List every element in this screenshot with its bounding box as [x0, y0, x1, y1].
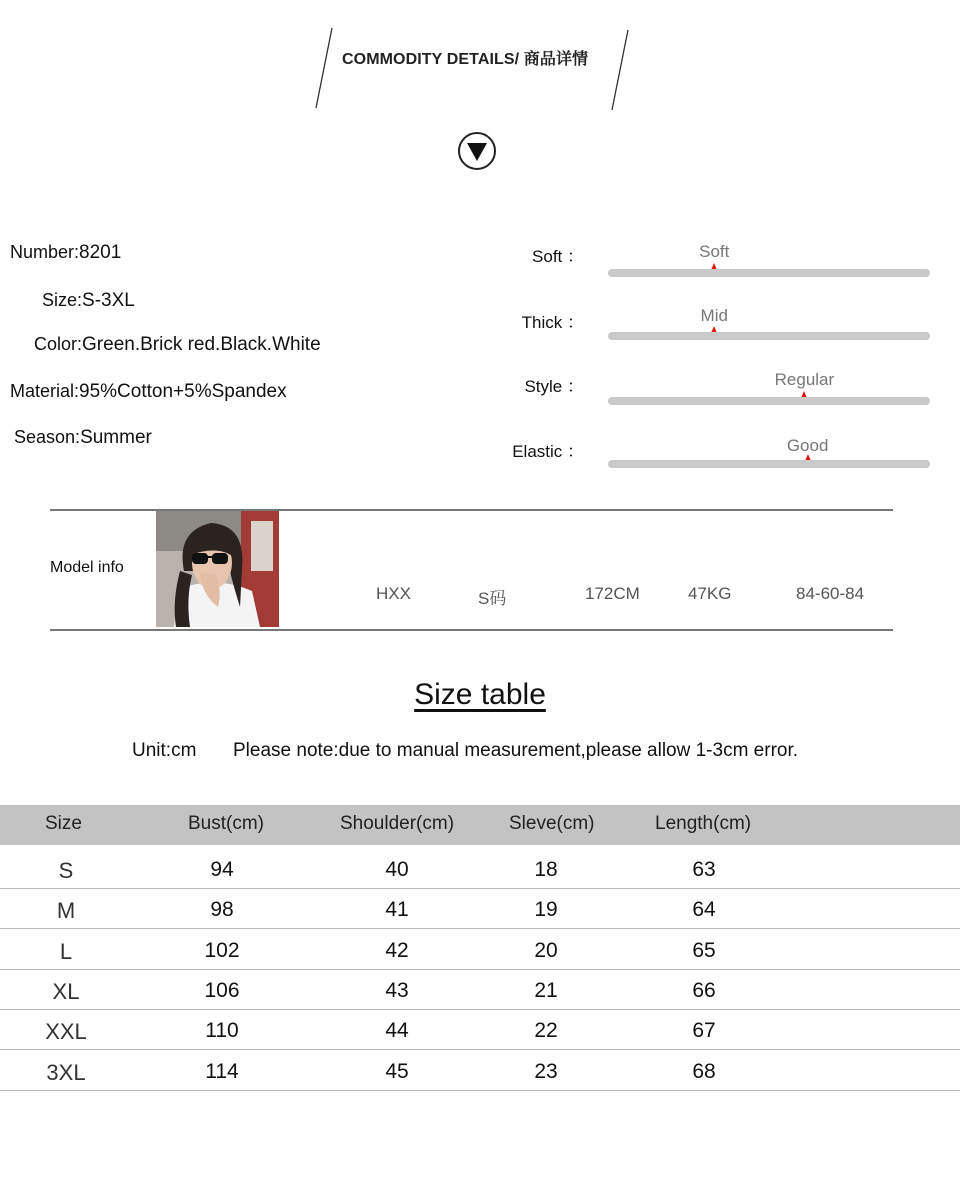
table-cell-bust: 102	[204, 938, 240, 962]
scale-style-track	[608, 397, 930, 405]
table-row-divider	[0, 928, 960, 929]
spec-size-value: S-3XL	[82, 290, 135, 311]
spec-number	[10, 242, 121, 264]
table-row-divider	[0, 969, 960, 970]
table-row-divider	[0, 888, 960, 889]
table-cell-size: 3XL	[46, 1059, 86, 1085]
size-table-note: Please note:due to manual measurement,please allow 1-3cm error.	[233, 740, 799, 761]
header-bust: Bust(cm)	[188, 813, 264, 834]
size-table-unit: Unit:cm	[132, 740, 197, 761]
spec-material-label: Material:	[10, 381, 80, 401]
model-photo	[156, 511, 279, 627]
spec-color-label: Color:	[34, 334, 83, 354]
table-cell-size: XL	[52, 978, 80, 1004]
table-cell-sleeve: 23	[534, 1059, 558, 1083]
header-title: COMMODITY DETAILS/ 商品详情	[342, 51, 589, 68]
spec-size	[42, 290, 135, 312]
table-cell-bust: 110	[205, 1019, 239, 1043]
spec-color-value: Green.Brick red.Black.White	[82, 334, 321, 355]
table-cell-shoulder: 45	[385, 1059, 409, 1083]
spec-season-label: Season:	[14, 427, 81, 447]
table-cell-sleeve: 20	[534, 938, 558, 962]
header-decoration	[0, 0, 960, 190]
table-cell-length: 63	[692, 858, 716, 881]
size-table-title: Size table	[414, 678, 546, 711]
spec-color	[34, 334, 321, 356]
table-cell-shoulder: 43	[385, 978, 409, 1002]
scale-style-value: Regular	[774, 370, 835, 389]
table-cell-length: 66	[692, 978, 716, 1002]
table-row-divider	[0, 1049, 960, 1050]
scale-thick-label: Thick ：	[521, 313, 584, 332]
spec-number-value: 8201	[79, 242, 122, 263]
table-cell-sleeve: 21	[534, 978, 558, 1002]
table-cell-sleeve: 22	[534, 1019, 558, 1043]
scale-thick-track	[608, 332, 930, 340]
model-weight: 47KG	[688, 584, 732, 603]
size-table-header	[0, 805, 960, 845]
table-cell-size: M	[56, 898, 76, 924]
spec-material	[10, 381, 287, 403]
spec-number-label: Number:	[10, 242, 80, 262]
table-cell-length: 67	[692, 1019, 716, 1043]
scale-elastic-label: Elastic ：	[512, 442, 584, 461]
header-left-slash	[316, 28, 332, 108]
table-cell-bust: 114	[205, 1059, 239, 1083]
table-cell-length: 64	[692, 898, 716, 922]
scale-elastic-value: Good	[786, 436, 829, 455]
table-cell-bust: 106	[204, 978, 240, 1002]
header-sleeve: Sleve(cm)	[509, 813, 595, 834]
table-cell-length: 68	[692, 1059, 716, 1083]
table-cell-shoulder: 40	[385, 858, 409, 881]
model-measurements: 84-60-84	[796, 584, 865, 603]
spec-material-value: 95%Cotton+5%Spandex	[79, 381, 287, 402]
header-right-slash	[612, 30, 628, 110]
model-info-label: Model info	[50, 559, 124, 576]
model-bottom-rule	[50, 629, 893, 631]
scale-soft-track	[608, 269, 930, 277]
table-row-divider	[0, 1009, 960, 1010]
table-cell-length: 65	[692, 938, 716, 962]
scale-thick-value: Mid	[700, 306, 728, 325]
header-size: Size	[45, 813, 82, 834]
table-cell-sleeve: 18	[534, 858, 558, 881]
model-name: HXX	[376, 584, 411, 603]
table-cell-size: XXL	[45, 1019, 87, 1045]
spec-season-value: Summer	[80, 427, 152, 448]
scale-soft-value: Soft	[699, 242, 730, 261]
spec-size-label: Size:	[42, 290, 83, 310]
model-height: 172CM	[585, 584, 640, 603]
down-arrow-circle-icon	[459, 133, 495, 169]
table-cell-size: S	[58, 858, 74, 883]
model-size: S码	[478, 589, 507, 608]
table-cell-shoulder: 41	[385, 898, 409, 922]
table-cell-size: L	[59, 938, 73, 964]
scale-elastic-track	[608, 460, 930, 468]
table-row-divider	[0, 1090, 960, 1091]
spec-season	[14, 427, 152, 449]
header-length: Length(cm)	[655, 813, 752, 834]
scale-style-label: Style ：	[524, 377, 584, 396]
table-cell-sleeve: 19	[534, 898, 558, 922]
table-cell-shoulder: 44	[385, 1019, 409, 1043]
table-cell-bust: 94	[210, 858, 234, 881]
header-shoulder: Shoulder(cm)	[340, 813, 455, 834]
table-cell-shoulder: 42	[385, 938, 409, 962]
scale-soft-label: Soft ：	[532, 247, 584, 266]
table-cell-bust: 98	[210, 898, 234, 922]
